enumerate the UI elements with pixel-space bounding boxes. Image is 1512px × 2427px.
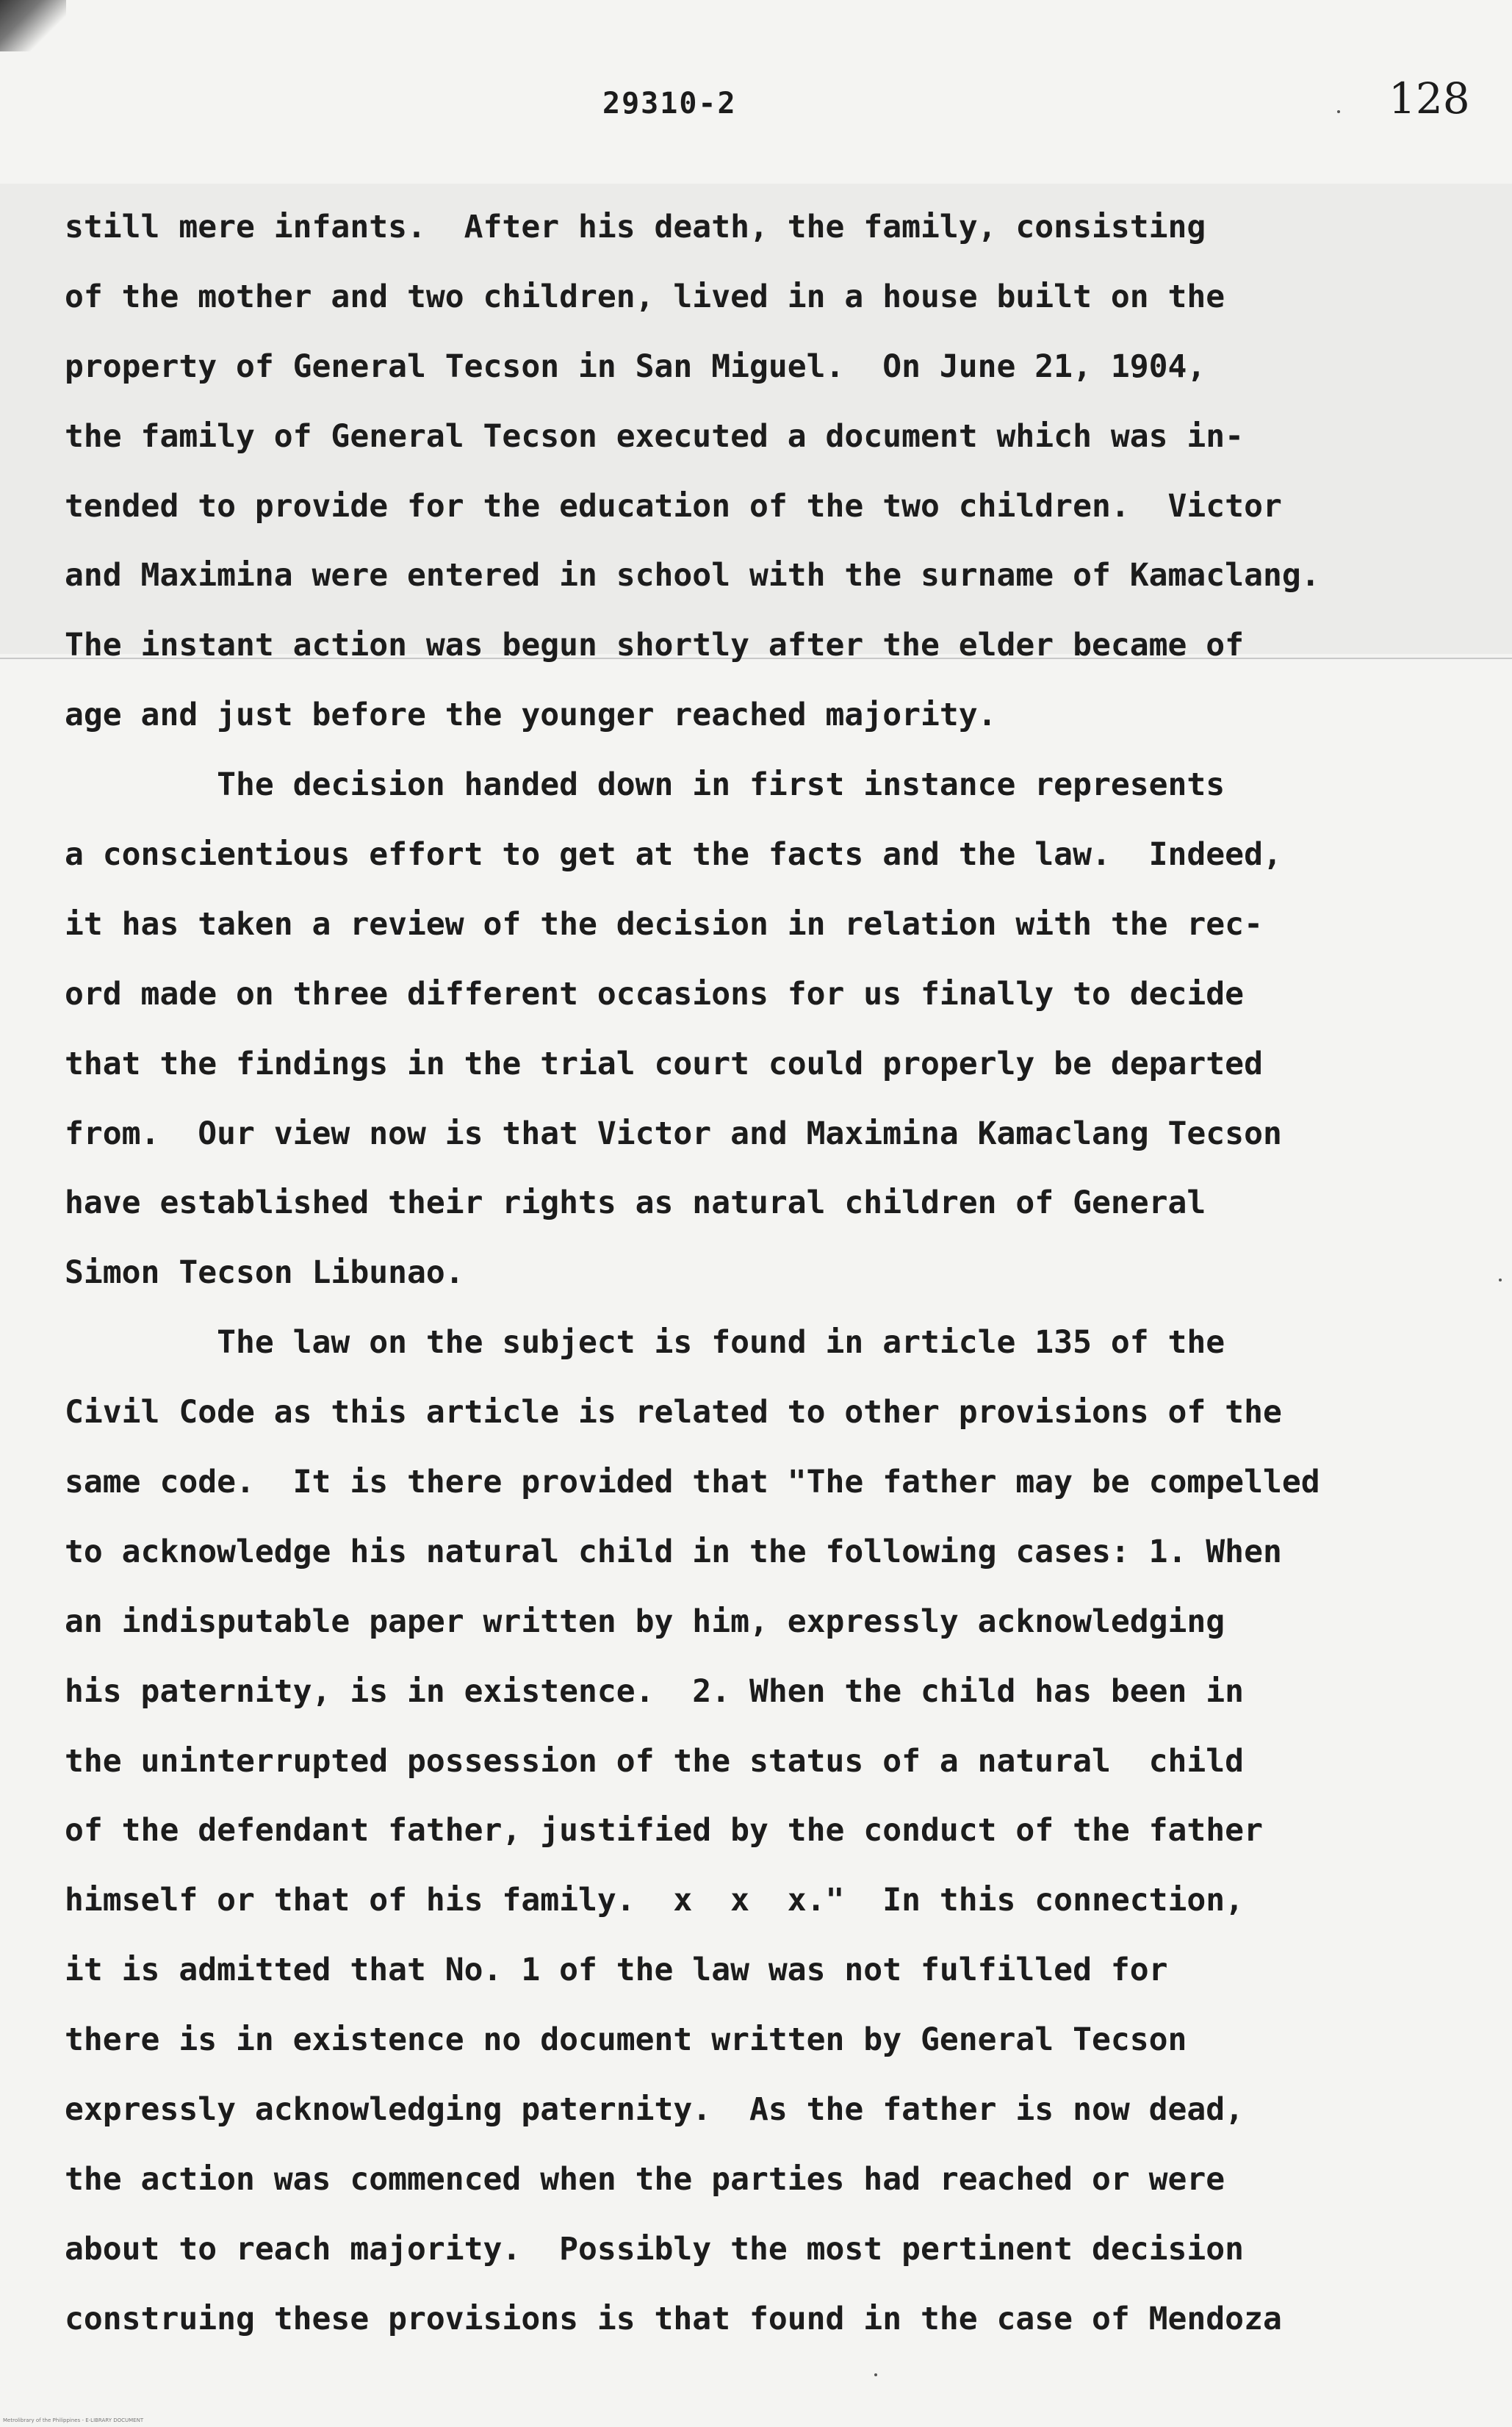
text-line: construing these provisions is that found in the case of Mendoza: [65, 2300, 1282, 2337]
footer-note: Metrolibrary of the Philippines - E-LIBRARY DOCUMENT: [3, 2417, 144, 2423]
text-line: himself or that of his family. x x x." In this connection,: [65, 1882, 1245, 1919]
text-line: it is admitted that No. 1 of the law was not fulfilled for: [65, 1952, 1168, 1989]
text-line: of the defendant father, justified by the conduct of the father: [65, 1812, 1263, 1849]
text-line: and Maximina were entered in school with the surname of Kamaclang.: [65, 557, 1320, 594]
scan-speck: [1337, 110, 1340, 113]
scan-speck: [874, 2373, 877, 2376]
body-text: [65, 193, 1461, 2354]
text-line: have established their rights as natural children of General: [65, 1184, 1206, 1222]
text-line: the uninterrupted possession of the status of a natural child: [65, 1742, 1245, 1780]
text-line: property of General Tecson in San Miguel. On June 21, 1904,: [65, 348, 1206, 385]
text-line: from. Our view now is that Victor and Maximina Kamaclang Tecson: [65, 1115, 1282, 1152]
text-line: ord made on three different occasions for us finally to decide: [65, 975, 1245, 1013]
page-number: 128: [1389, 73, 1470, 123]
text-line: the action was commenced when the parties had reached or were: [65, 2160, 1225, 2198]
text-line: that the findings in the trial court could properly be departed: [65, 1045, 1263, 1082]
text-line: it has taken a review of the decision in relation with the rec-: [65, 905, 1263, 943]
text-line: his paternity, is in existence. 2. When the child has been in: [65, 1672, 1245, 1710]
text-line: of the mother and two children, lived in a house built on the: [65, 278, 1225, 315]
text-line: same code. It is there provided that "The father may be compelled: [65, 1464, 1320, 1501]
text-line: a conscientious effort to get at the facts and the law. Indeed,: [65, 836, 1282, 874]
text-line: the family of General Tecson executed a document which was in-: [65, 417, 1245, 455]
scan-corner-shadow: [0, 0, 66, 51]
text-line: The law on the subject is found in article 135 of the: [65, 1324, 1225, 1362]
text-line: The decision handed down in first instance represents: [65, 766, 1225, 804]
text-line: Civil Code as this article is related to other provisions of the: [65, 1394, 1282, 1431]
text-line: an indisputable paper written by him, expressly acknowledging: [65, 1603, 1225, 1640]
document-number: 29310-2: [602, 87, 737, 121]
text-line: The instant action was begun shortly after the elder became of: [65, 627, 1245, 664]
text-line: to acknowledge his natural child in the following cases: 1. When: [65, 1533, 1282, 1570]
text-line: expressly acknowledging paternity. As the father is now dead,: [65, 2091, 1245, 2129]
text-line: there is in existence no document written by General Tecson: [65, 2021, 1187, 2059]
text-line: age and just before the younger reached majority.: [65, 697, 997, 734]
text-line: Simon Tecson Libunao.: [65, 1254, 464, 1292]
text-line: still mere infants. After his death, the family, consisting: [65, 209, 1206, 245]
scan-speck: [1499, 1279, 1502, 1281]
text-line: about to reach majority. Possibly the most pertinent decision: [65, 2230, 1245, 2268]
text-line: tended to provide for the education of the two children. Victor: [65, 487, 1282, 525]
